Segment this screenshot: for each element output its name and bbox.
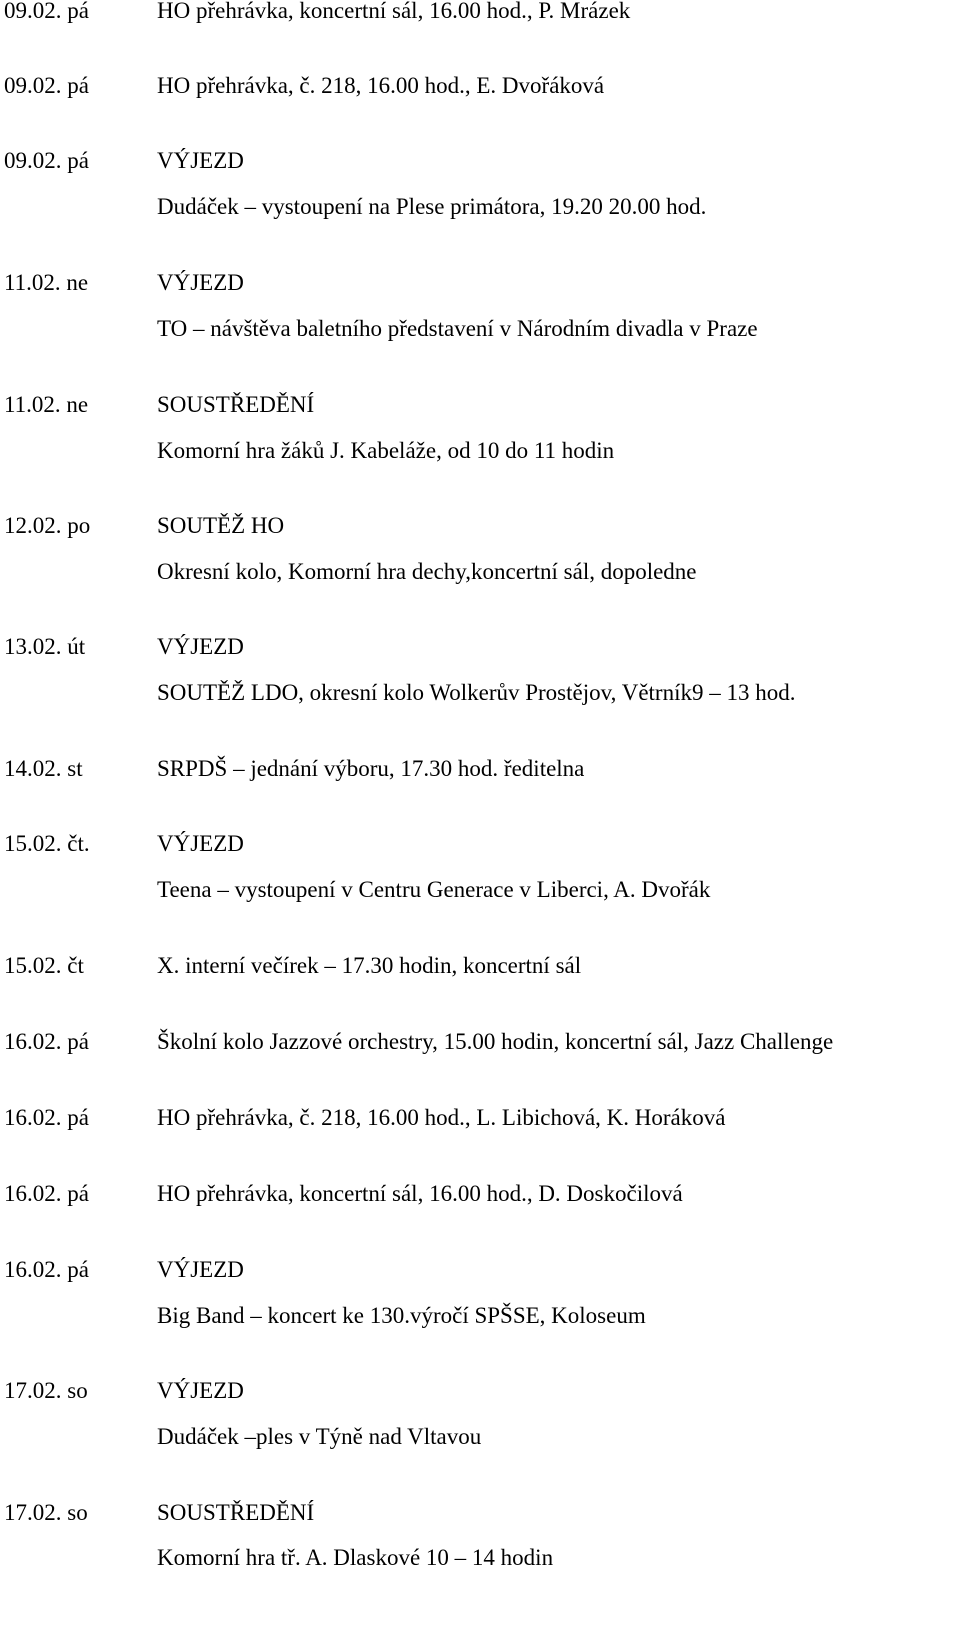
entry-date: 17.02. so <box>4 1378 88 1403</box>
schedule-entry <box>0 1376 481 1452</box>
entry-lines <box>157 390 614 466</box>
entry-lines <box>157 146 706 222</box>
schedule-entry <box>0 1103 725 1133</box>
entry-detail: Big Band – koncert ke 130.výročí SPŠSE, Koloseum <box>157 1303 646 1328</box>
entry-detail: Dudáček –ples v Týně nad Vltavou <box>157 1424 482 1449</box>
entry-headline: Školní kolo Jazzové orchestry, 15.00 hodin, koncertní sál, Jazz Challenge <box>157 1029 834 1054</box>
entry-date: 15.02. čt <box>4 953 84 978</box>
entry-lines <box>157 1027 833 1057</box>
schedule-entry <box>0 146 706 222</box>
entry-lines <box>157 1179 683 1209</box>
schedule-entry <box>0 754 584 784</box>
entry-detail: Teena – vystoupení v Centru Generace v Liberci, A. Dvořák <box>157 877 711 902</box>
entry-detail: Okresní kolo, Komorní hra dechy,koncertní sál, dopoledne <box>157 559 697 584</box>
entry-detail: SOUTĚŽ LDO, okresní kolo Wolkerův Prostějov, Větrník9 – 13 hod. <box>157 680 796 705</box>
entry-lines <box>157 1498 553 1573</box>
entry-headline: VÝJEZD <box>157 634 244 659</box>
entry-lines <box>157 1376 481 1452</box>
schedule-entry <box>0 1255 646 1331</box>
entry-headline: VÝJEZD <box>157 1378 244 1403</box>
schedule-entry <box>0 1027 833 1057</box>
entry-detail: Komorní hra žáků J. Kabeláže, od 10 do 11 hodin <box>157 438 615 463</box>
entry-headline: HO přehrávka, č. 218, 16.00 hod., L. Libichová, K. Horáková <box>157 1105 726 1130</box>
entry-lines <box>157 1255 646 1331</box>
schedule-entry <box>0 829 710 905</box>
schedule-entry <box>0 1498 553 1573</box>
entry-headline: HO přehrávka, koncertní sál, 16.00 hod., P. Mrázek <box>157 0 631 23</box>
entry-date: 11.02. ne <box>4 392 89 417</box>
entry-date: 09.02. pá <box>4 148 89 173</box>
entry-date: 09.02. pá <box>4 0 89 23</box>
entry-date: 13.02. út <box>4 634 86 659</box>
entry-headline: X. interní večírek – 17.30 hodin, koncertní sál <box>157 953 582 978</box>
entry-headline: SOUTĚŽ HO <box>157 513 285 538</box>
schedule-entry <box>0 511 697 587</box>
entry-date: 16.02. pá <box>4 1029 89 1054</box>
schedule-entry <box>0 632 795 708</box>
entry-headline: VÝJEZD <box>157 1257 244 1282</box>
entry-date: 11.02. ne <box>4 270 89 295</box>
entry-detail: Dudáček – vystoupení na Plese primátora, 19.20 20.00 hod. <box>157 194 707 219</box>
entry-headline: HO přehrávka, č. 218, 16.00 hod., E. Dvořáková <box>157 73 605 98</box>
entry-lines <box>157 71 604 101</box>
schedule-entry <box>0 71 604 101</box>
entry-date: 16.02. pá <box>4 1257 89 1282</box>
entry-headline: SOUSTŘEDĚNÍ <box>157 392 315 417</box>
entry-headline: SOUSTŘEDĚNÍ <box>157 1500 315 1525</box>
schedule-entry <box>0 1179 683 1209</box>
entry-headline: VÝJEZD <box>157 831 244 856</box>
schedule-entry <box>0 951 581 981</box>
schedule-entry <box>0 0 630 26</box>
schedule-entry <box>0 268 758 344</box>
entry-lines <box>157 0 630 26</box>
entry-date: 17.02. so <box>4 1500 88 1525</box>
entry-date: 12.02. po <box>4 513 91 538</box>
entry-headline: VÝJEZD <box>157 148 244 173</box>
entry-lines <box>157 632 795 708</box>
entry-date: 16.02. pá <box>4 1181 89 1206</box>
entry-date: 09.02. pá <box>4 73 89 98</box>
entry-date: 16.02. pá <box>4 1105 89 1130</box>
entry-date: 14.02. st <box>4 756 83 781</box>
entry-detail: TO – návštěva baletního představení v Národním divadla v Praze <box>157 316 758 341</box>
schedule-entry <box>0 390 614 466</box>
entry-headline: VÝJEZD <box>157 270 244 295</box>
entry-detail: Komorní hra tř. A. Dlaskové 10 – 14 hodin <box>157 1545 554 1570</box>
entry-headline: SRPDŠ – jednání výboru, 17.30 hod. ředitelna <box>157 756 585 781</box>
entry-lines <box>157 951 581 981</box>
entry-lines <box>157 511 697 587</box>
entry-headline: HO přehrávka, koncertní sál, 16.00 hod., D. Doskočilová <box>157 1181 683 1206</box>
entry-lines <box>157 754 584 784</box>
entry-date: 15.02. čt. <box>4 831 90 856</box>
entry-lines <box>157 1103 725 1133</box>
entry-lines <box>157 268 758 344</box>
entry-lines <box>157 829 710 905</box>
